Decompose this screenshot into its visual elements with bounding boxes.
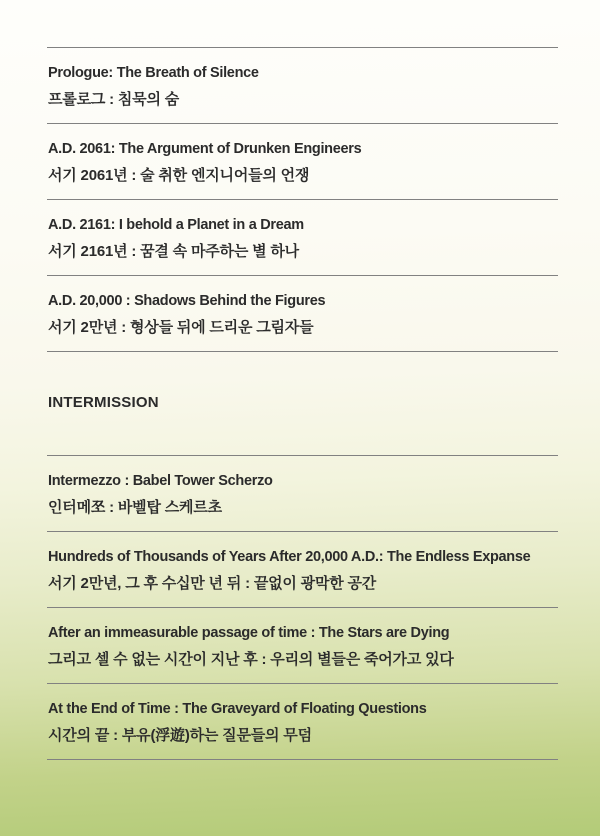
track-item (47, 455, 558, 531)
track-title-english: Hundreds of Thousands of Years After 20,000 A.D.: The Endless Expanse (48, 549, 531, 565)
track-item (47, 275, 558, 351)
track-title-korean: 프롤로그 : 침묵의 숨 (48, 91, 180, 108)
track-title-korean: 서기 2161년 : 꿈결 속 마주하는 별 하나 (48, 243, 299, 260)
track-item (47, 47, 558, 123)
track-title-english: At the End of Time : The Graveyard of Floating Questions (48, 701, 427, 717)
track-item (47, 123, 558, 199)
track-title-korean: 인터메쪼 : 바벨탑 스케르초 (48, 499, 222, 516)
track-title-english: Intermezzo : Babel Tower Scherzo (48, 473, 273, 489)
track-title-english: A.D. 2061: The Argument of Drunken Engineers (48, 141, 362, 157)
intermission-block (47, 352, 558, 455)
tracklist-group-after-intermission (47, 455, 558, 760)
track-title-korean: 시간의 끝 : 부유(浮遊)하는 질문들의 무덤 (48, 727, 312, 744)
track-title-english: A.D. 20,000 : Shadows Behind the Figures (48, 293, 326, 309)
track-title-english: After an immeasurable passage of time : The Stars are Dying (48, 625, 450, 641)
track-title-english: Prologue: The Breath of Silence (48, 65, 259, 81)
track-title-korean: 서기 2만년 : 형상들 뒤에 드리운 그림자들 (48, 319, 314, 336)
track-title-korean: 서기 2만년, 그 후 수십만 년 뒤 : 끝없이 광막한 공간 (48, 575, 377, 592)
track-title-english: A.D. 2161: I behold a Planet in a Dream (48, 217, 304, 233)
track-item (47, 199, 558, 275)
track-item (47, 531, 558, 607)
intermission-label: INTERMISSION (48, 394, 159, 411)
track-title-korean: 서기 2061년 : 술 취한 엔지니어들의 언쟁 (48, 167, 310, 184)
tracklist-group-before-intermission (47, 47, 558, 352)
track-item (47, 683, 558, 759)
track-item (47, 607, 558, 683)
track-title-korean: 그리고 셀 수 없는 시간이 지난 후 : 우리의 별들은 죽어가고 있다 (48, 651, 454, 668)
